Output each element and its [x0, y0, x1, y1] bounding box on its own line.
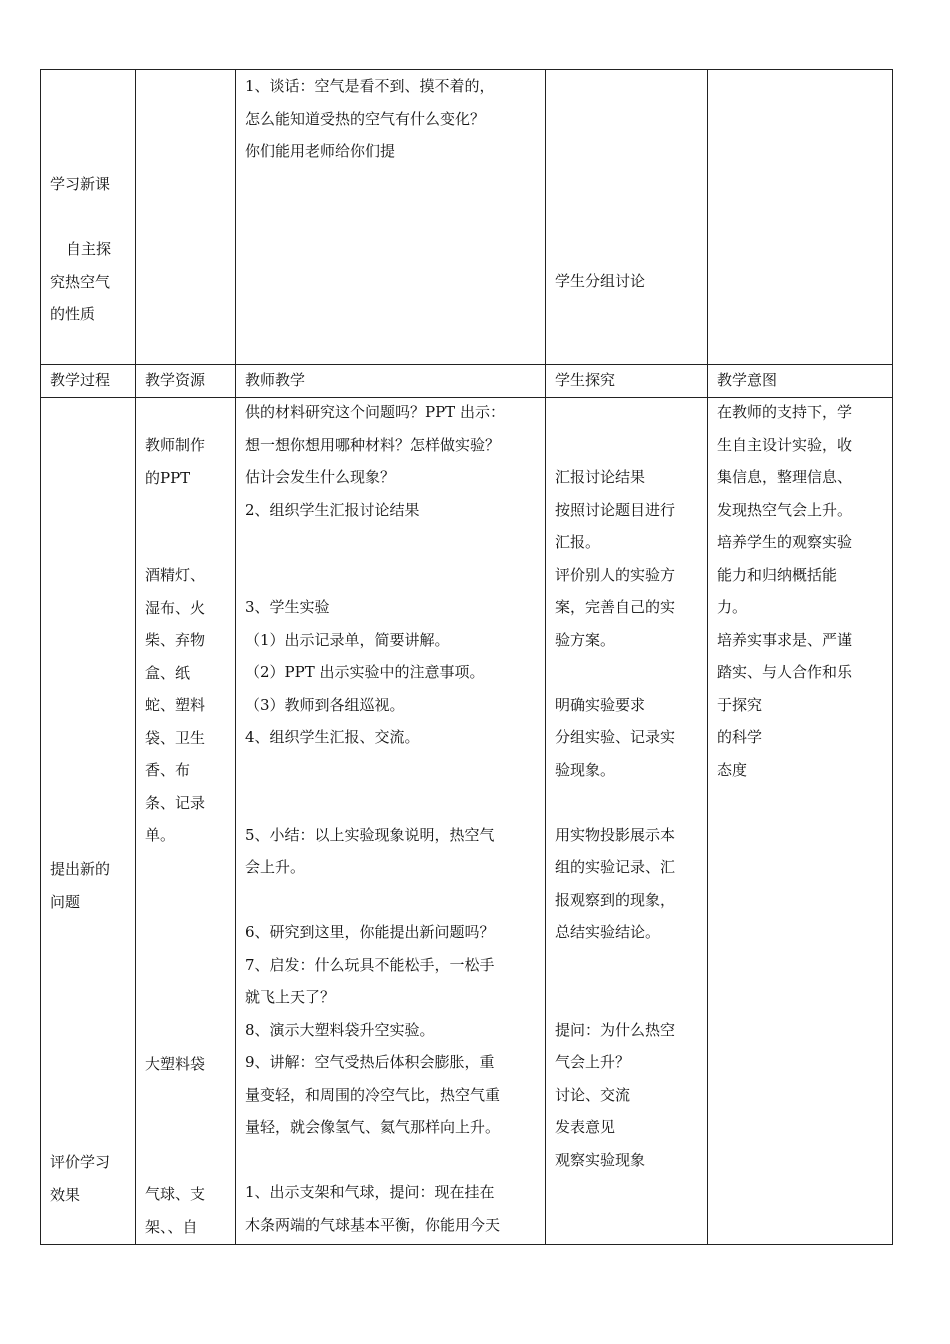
- col-divider-4: [707, 70, 708, 1244]
- teacher-line: 会上升。: [245, 858, 306, 876]
- resource-line: 的PPT: [145, 468, 191, 487]
- student-line: 汇报。: [555, 533, 601, 551]
- student-line: [555, 786, 675, 819]
- top-teacher-cell: [245, 70, 495, 168]
- resource-line: 条、记录: [145, 793, 206, 812]
- col-divider-1: [135, 70, 136, 1244]
- resource-line: 教师制作: [145, 436, 206, 454]
- student-line: 汇报讨论结果: [555, 468, 646, 486]
- teacher-line: 9、讲解：空气受热后体积会膨胀，重: [245, 1053, 495, 1071]
- student-cell: [555, 461, 675, 1176]
- teacher-line: 8、演示大塑料袋升空实验。: [245, 1020, 435, 1039]
- teacher-line: 7、启发：什么玩具不能松手，一松手: [245, 955, 495, 974]
- teacher-line: 估计会发生什么现象？: [245, 468, 396, 486]
- teacher-line: 供的材料研究这个问题吗？PPT 出示：: [245, 403, 505, 421]
- intent-line: 的科学: [717, 728, 763, 746]
- teacher-line: （1）出示记录单，简要讲解。: [245, 630, 450, 649]
- student-line: 验现象。: [555, 760, 616, 779]
- teacher-line: [245, 754, 505, 787]
- student-line: [555, 949, 675, 982]
- teacher-line: 怎么能知道受热的空气有什么变化？: [245, 109, 486, 128]
- teacher-line: （2）PPT 出示实验中的注意事项。: [245, 663, 485, 681]
- header-resource: 教学资源: [145, 371, 206, 389]
- resource-line: 架、、自: [145, 1217, 198, 1236]
- resource-line: 香、布: [145, 761, 191, 779]
- resource-line: 酒精灯、: [145, 566, 206, 584]
- student-line: 验方案。: [555, 630, 616, 649]
- student-line: 评价别人的实验方: [555, 565, 676, 584]
- teacher-line: [245, 559, 505, 592]
- intent-line: 能力和归纳概括能: [717, 565, 838, 584]
- process-cell-evaluation: [50, 1146, 110, 1211]
- intent-line: 于探究: [717, 695, 763, 714]
- resource-line: 蛇、塑料: [145, 696, 206, 714]
- teacher-line: [245, 1144, 505, 1177]
- process-line: 自主探: [66, 240, 112, 258]
- student-line: 报观察到的现象，: [555, 890, 676, 909]
- process-line: 提出新的: [50, 860, 111, 878]
- teacher-line: 你们能用老师给你们提: [245, 142, 396, 160]
- student-line: 总结实验结论。: [555, 923, 661, 941]
- teacher-line: 就飞上天了？: [245, 988, 336, 1006]
- teacher-line: 想一想你想用哪种材料？怎样做实验？: [245, 435, 501, 454]
- student-line: 组的实验记录、汇: [555, 858, 676, 876]
- header-process: 教学过程: [50, 371, 111, 389]
- intent-line: 培养实事求是、严谨: [717, 630, 853, 649]
- student-line: 按照讨论题目进行: [555, 500, 676, 519]
- teacher-line: 1、出示支架和气球，提问：现在挂在: [245, 1183, 495, 1201]
- intent-line: 培养学生的观察实验: [717, 533, 853, 551]
- student-line: 用实物投影展示本: [555, 825, 676, 844]
- intent-line: 力。: [717, 598, 748, 616]
- student-line: [555, 656, 675, 689]
- col-divider-3: [545, 70, 546, 1244]
- student-line: 分组实验、记录实: [555, 728, 676, 746]
- col-divider-2: [235, 70, 236, 1244]
- student-line: 发表意见: [555, 1118, 616, 1136]
- resource-cell-materials: [145, 559, 205, 852]
- intent-cell: [717, 396, 852, 786]
- resource-cell-balloon: [145, 1178, 205, 1243]
- teacher-cell: [245, 396, 505, 1241]
- teacher-line: [245, 526, 505, 559]
- teacher-line: 3、学生实验: [245, 598, 330, 616]
- resource-line: 大塑料袋: [145, 1055, 206, 1073]
- resource-line: 湿布、火: [145, 598, 206, 617]
- process-line: 效果: [50, 1185, 81, 1204]
- header-student: 学生探究: [555, 371, 616, 389]
- teacher-line: 量变轻，和周围的冷空气比，热空气重: [245, 1085, 501, 1104]
- teacher-line: [245, 884, 505, 917]
- process-line: 学习新课: [50, 175, 111, 193]
- student-line: 提问：为什么热空: [555, 1020, 676, 1039]
- resource-line: 盒、纸: [145, 663, 191, 682]
- resource-line: 袋、卫生: [145, 728, 206, 747]
- process-line: [50, 201, 111, 234]
- teacher-line: 量轻，就会像氢气、氦气那样向上升。: [245, 1118, 501, 1136]
- process-line: 的性质: [50, 305, 96, 323]
- resource-cell-ppt: [145, 429, 205, 494]
- top-student-cell: [555, 265, 645, 298]
- process-cell-new-question: [50, 853, 110, 918]
- student-line: 观察实验现象: [555, 1150, 646, 1169]
- teacher-line: 4、组织学生汇报、交流。: [245, 728, 420, 746]
- intent-line: 发现热空气会上升。: [717, 500, 853, 519]
- top-process-cell: [50, 168, 111, 331]
- header-intent: 教学意图: [717, 371, 778, 389]
- intent-line: 集信息，整理信息、: [717, 468, 853, 486]
- teacher-line: 木条两端的气球基本平衡，你能用今天: [245, 1215, 501, 1234]
- process-line: 问题: [50, 892, 81, 911]
- student-line: 学生分组讨论: [555, 272, 646, 290]
- student-line: 讨论、交流: [555, 1085, 631, 1104]
- resource-cell-plastic-bag: [145, 1048, 205, 1081]
- intent-line: 踏实、与人合作和乐: [717, 663, 853, 681]
- intent-line: 态度: [717, 760, 748, 779]
- student-line: 明确实验要求: [555, 695, 646, 714]
- student-line: 气会上升？: [555, 1053, 631, 1071]
- resource-line: 气球、支: [145, 1185, 206, 1203]
- header-teacher: 教师教学: [245, 371, 306, 389]
- teacher-line: 2、组织学生汇报讨论结果: [245, 500, 420, 519]
- resource-line: 单。: [145, 826, 176, 844]
- process-line: 究热空气: [50, 272, 111, 291]
- teacher-line: 1、谈话：空气是看不到、摸不着的，: [245, 77, 495, 95]
- student-line: 案，完善自己的实: [555, 598, 676, 616]
- intent-line: 在教师的支持下，学: [717, 403, 853, 421]
- teacher-line: 5、小结：以上实验现象说明，热空气: [245, 825, 495, 844]
- process-line: 评价学习: [50, 1153, 111, 1171]
- resource-line: 柴、弃物: [145, 631, 206, 649]
- teacher-line: [245, 786, 505, 819]
- teacher-line: 6、研究到这里，你能提出新问题吗？: [245, 923, 495, 941]
- teacher-line: （3）教师到各组巡视。: [245, 695, 405, 714]
- student-line: [555, 981, 675, 1014]
- intent-line: 生自主设计实验，收: [717, 435, 853, 454]
